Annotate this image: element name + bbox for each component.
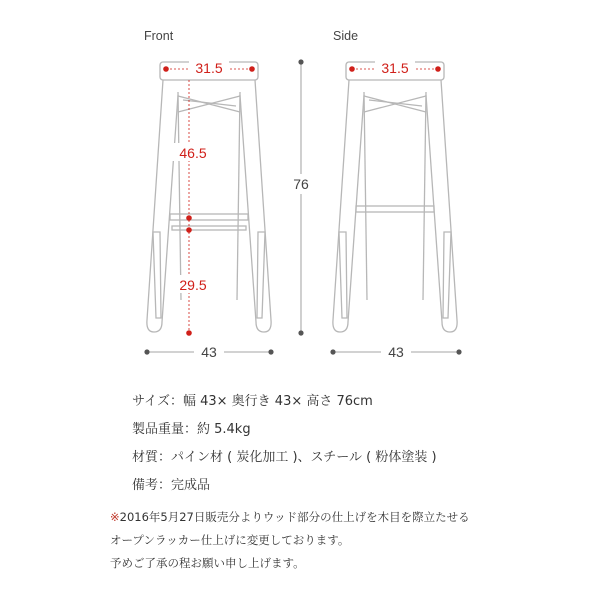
side-view-label: Side — [333, 29, 359, 43]
spec-size: サイズ：幅 43× 奥行き 43× 高さ 76cm — [132, 394, 373, 409]
spec-weight: 製品重量：約 5.4kg — [132, 422, 251, 437]
front-seat-right-dot — [249, 66, 255, 72]
spec-material: 材質：パイン材 ( 炭化加工 )、スチール ( 粉体塗装 ) — [132, 450, 437, 465]
side-base-width-value: 43 — [388, 344, 404, 360]
notice-line-2: オープンラッカー仕上げに変更しております。 — [110, 533, 350, 547]
front-seat-left-dot — [163, 66, 169, 72]
total-height-value: 76 — [293, 176, 309, 192]
notice-line-3: 予めご了承の程お願い申し上げます。 — [110, 556, 305, 570]
total-height-dimension — [288, 59, 314, 335]
notice-line-1: ※2016年5月27日販売分よりウッド部分の仕上げを木目を際立たせる — [110, 510, 470, 524]
front-base-width-value: 43 — [201, 344, 217, 360]
side-base-width-dimension — [330, 343, 461, 360]
side-seat-width-value: 31.5 — [381, 60, 409, 76]
product-specs — [132, 388, 437, 500]
finish-change-notice — [110, 506, 470, 575]
front-footrest-to-floor-value: 29.5 — [179, 277, 207, 293]
side-stool-drawing — [333, 62, 457, 332]
front-base-width-dimension — [144, 343, 273, 360]
front-seat-width-value: 31.5 — [195, 60, 223, 76]
front-seat-to-footrest-value: 46.5 — [179, 145, 207, 161]
notice-mark: ※ — [110, 510, 120, 524]
spec-remarks: 備考：完成品 — [132, 478, 211, 493]
front-view-label: Front — [144, 29, 174, 43]
